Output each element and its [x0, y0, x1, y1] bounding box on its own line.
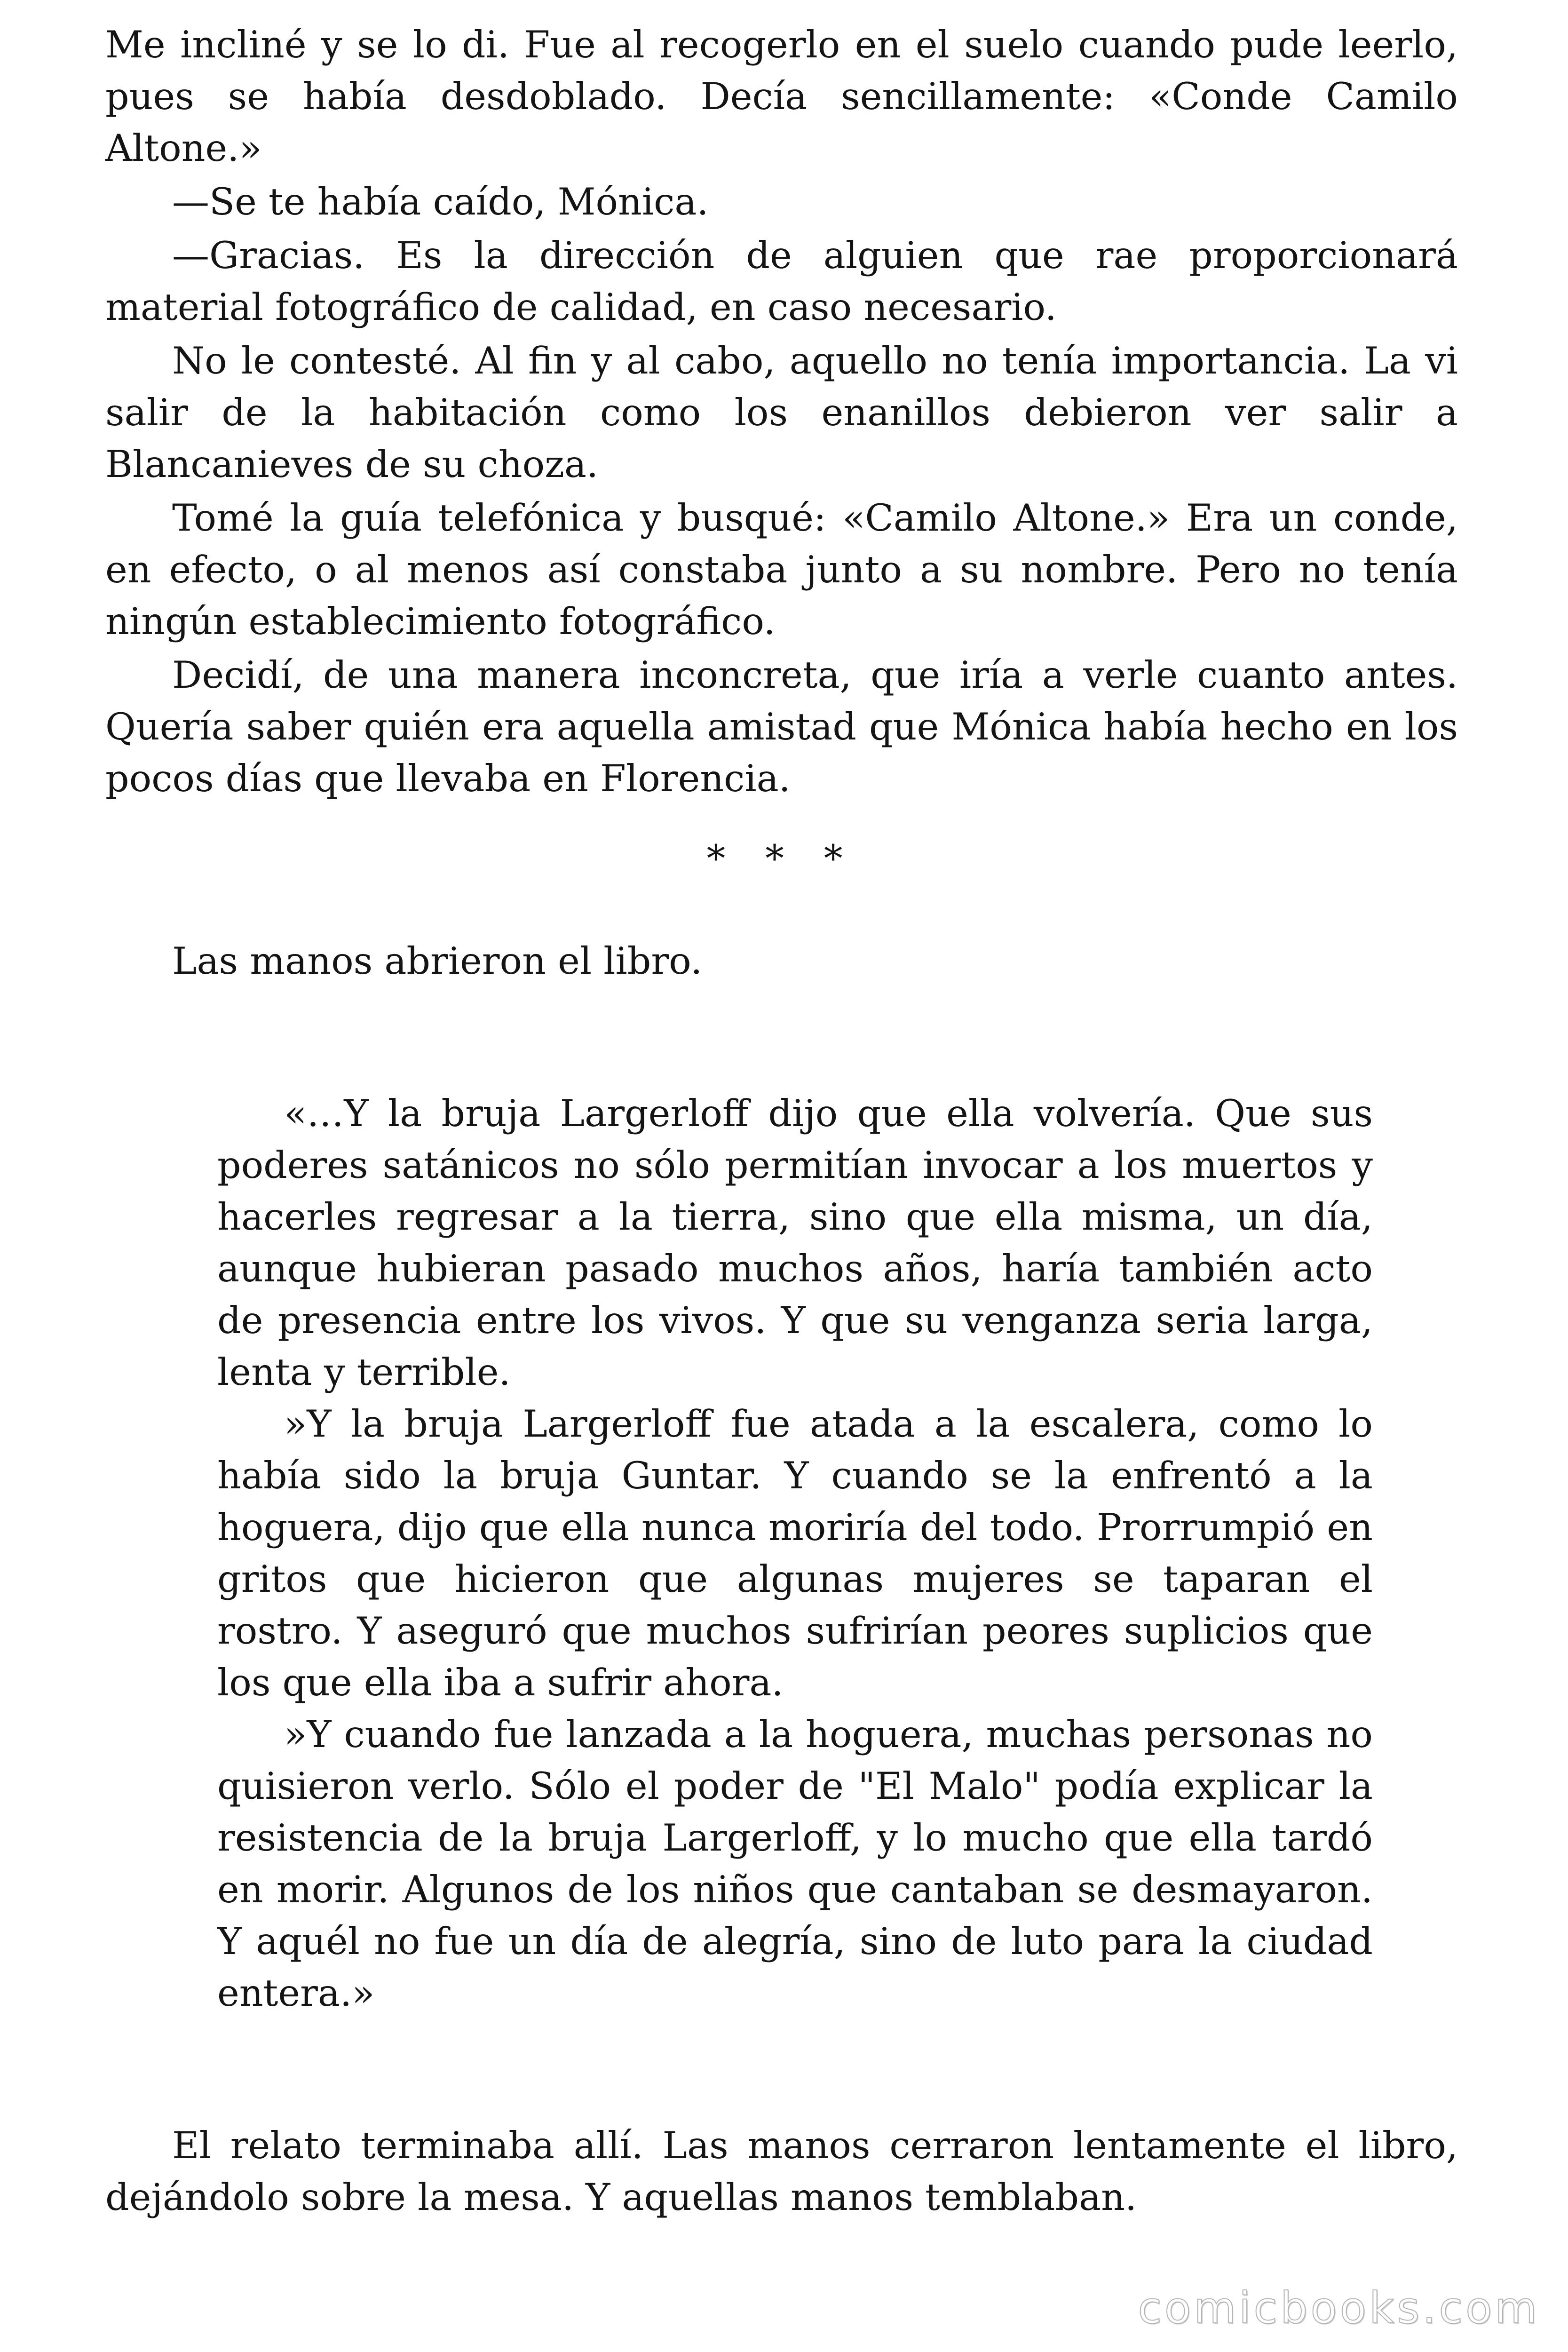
paragraph: No le contesté. Al fin y al cabo, aquello no tenía importancia. La vi salir de la habitación como los enanillos debieron ver salir a Blancanieves de su choza.: [105, 339, 1458, 486]
section-separator: * * *: [706, 837, 857, 880]
paragraph: Me incliné y se lo di. Fue al recogerlo en el suelo cuando pude leerlo, pues se había desdoblado. Decía sencillamente: «Conde Camilo Altone.»: [105, 23, 1458, 170]
paragraph: Las manos abrieron el libro.: [172, 939, 703, 983]
quote-paragraph: »Y la bruja Largerloff fue atada a la escalera, como lo había sido la bruja Guntar. Y cuando se la enfrentó a la hoguera, dijo que ella nunca moriría del todo. Prorrumpió en gritos que hicieron que algunas mujeres se taparan el rostro. Y aseguró que muchos sufrirían peores suplicios que los que ella iba a sufrir ahora.: [217, 1402, 1373, 1704]
dialogue-line: —Gracias. Es la dirección de alguien que rae proporcionará material fotográfico de calidad, en caso necesario.: [105, 234, 1458, 329]
quote-paragraph: »Y cuando fue lanzada a la hoguera, muchas personas no quisieron verlo. Sólo el poder de "El Malo" podía explicar la resistencia de la bruja Largerloff, y lo mucho que ella tardó en morir. Algunos de los niños que cantaban se desmayaron. Y aquél no fue un día de alegría, sino de luto para la ciudad entera.»: [217, 1713, 1373, 2015]
page-body: [105, 19, 1458, 2223]
quoted-passage: [217, 1088, 1373, 2019]
watermark-logo: comicbooks.com: [1138, 2283, 1540, 2333]
paragraph: El relato terminaba allí. Las manos cerraron lentamente el libro, dejándolo sobre la mesa. Y aquellas manos temblaban.: [105, 2124, 1458, 2219]
intro-block: [105, 935, 1458, 987]
paragraph: Decidí, de una manera inconcreta, que iría a verle cuanto antes. Quería saber quién era aquella amistad que Mónica había hecho en los pocos días que llevaba en Florencia.: [105, 653, 1458, 800]
quote-paragraph: «…Y la bruja Largerloff dijo que ella volvería. Que sus poderes satánicos no sólo permitían invocar a los muertos y hacerles regresar a la tierra, sino que ella misma, un día, aunque hubieran pasado muchos años, haría también acto de presencia entre los vivos. Y que su venganza seria larga, lenta y terrible.: [217, 1092, 1373, 1394]
top-text-block: [105, 19, 1458, 804]
dialogue-line: —Se te había caído, Mónica.: [172, 180, 709, 223]
outro-block: [105, 2120, 1458, 2223]
paragraph: Tomé la guía telefónica y busqué: «Camilo Altone.» Era un conde, en efecto, o al menos así constaba junto a su nombre. Pero no tenía ningún establecimiento fotográfico.: [105, 496, 1458, 643]
